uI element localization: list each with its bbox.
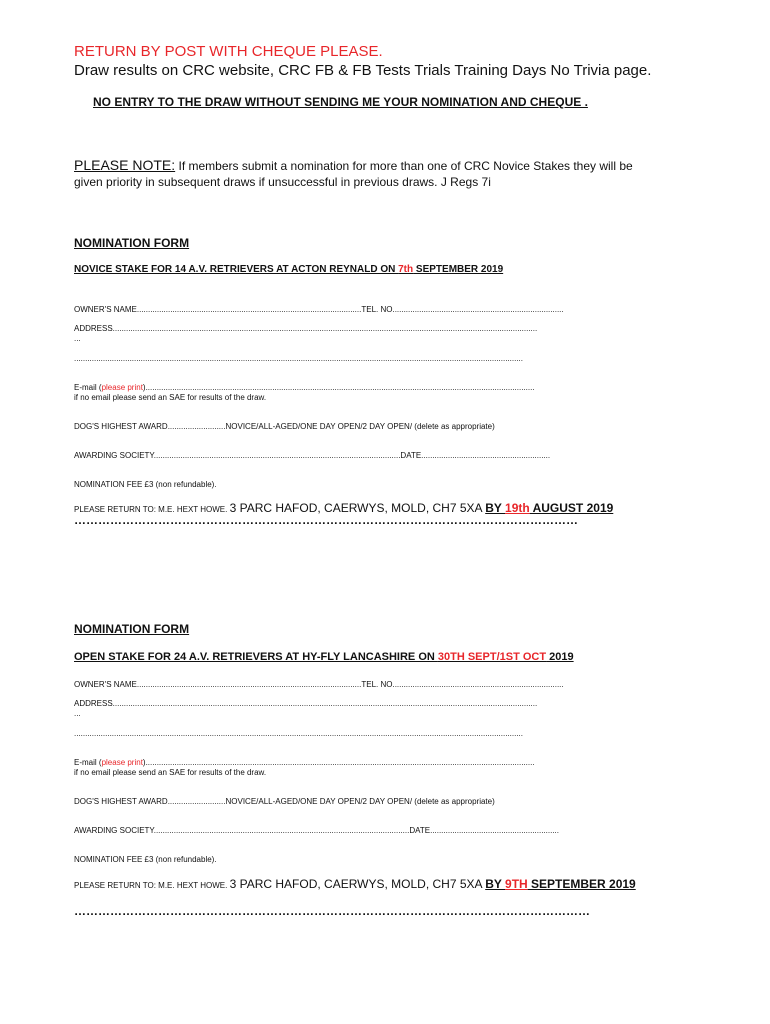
please-note-text-1: If members submit a nomination for more than one of CRC Novice Stakes they will be	[175, 159, 633, 173]
please-note-text-2: given priority in subsequent draws if unsuccessful in previous draws. J Regs 7i	[74, 175, 491, 189]
stake-title-prefix: OPEN STAKE FOR 24 A.V. RETRIEVERS AT HY-FLY LANCASHIRE ON	[74, 651, 438, 663]
deadline-date: 9TH	[505, 877, 528, 891]
return-to-label: PLEASE RETURN TO: M.E. HEXT HOWE.	[74, 881, 230, 890]
email-field[interactable]	[74, 758, 535, 767]
email-please-print: please print	[101, 383, 143, 392]
highest-award-field[interactable]: DOG'S HIGHEST AWARD..........................NOVICE/ALL-AGED/ONE DAY OPEN/2 DAY OPEN/ (delete as appropriate)	[74, 422, 495, 431]
nomination-fee: NOMINATION FEE £3 (non refundable).	[74, 480, 217, 489]
email-note: if no email please send an SAE for results of the draw.	[74, 393, 267, 402]
awarding-society-field[interactable]: AWARDING SOCIETY...............................................................................................................DATE..........................................................	[74, 451, 551, 460]
address-field[interactable]: ADDRESS...............................................................................................................................................................................................	[74, 324, 538, 333]
address-field-line2[interactable]: ..........................................................................................................................................................................................................	[74, 729, 523, 738]
deadline-suffix: SEPTEMBER 2019	[527, 877, 636, 891]
stake-date: 30TH SEPT/1ST OCT	[437, 651, 547, 663]
return-address: 3 PARC HAFOD, CAERWYS, MOLD, CH7 5XA	[229, 877, 486, 891]
email-please-print: please print	[101, 758, 143, 767]
deadline-date: 19th	[505, 501, 530, 515]
nomination-fee: NOMINATION FEE £3 (non refundable).	[74, 855, 217, 864]
deadline-suffix: AUGUST 2019	[529, 501, 614, 515]
address-field-line2[interactable]: ..........................................................................................................................................................................................................	[74, 354, 523, 363]
email-label: E-mail (	[74, 758, 102, 767]
highest-award-field[interactable]: DOG'S HIGHEST AWARD..........................NOVICE/ALL-AGED/ONE DAY OPEN/2 DAY OPEN/ (delete as appropriate)	[74, 797, 495, 806]
return-by-post-line: RETURN BY POST WITH CHEQUE PLEASE.	[74, 43, 383, 60]
stake-title	[74, 651, 574, 663]
email-dots: )...............................................................................................................................................................................	[142, 383, 535, 392]
deadline-prefix: BY	[485, 877, 506, 891]
stake-title	[74, 264, 503, 275]
stake-title-suffix: 2019	[546, 651, 574, 663]
owner-name-field[interactable]: OWNER'S NAME.....................................................................................................TEL. NO.............................................................................	[74, 680, 564, 689]
please-note-label: PLEASE NOTE:	[74, 157, 176, 173]
return-address: 3 PARC HAFOD, CAERWYS, MOLD, CH7 5XA	[229, 501, 486, 515]
email-dots: )...............................................................................................................................................................................	[142, 758, 535, 767]
draw-results-line: Draw results on CRC website, CRC FB & FB Tests Trials Training Days No Trivia page.	[74, 62, 652, 79]
dotted-separator: …………………………………………………………………………………………………………………	[74, 904, 590, 918]
dotted-separator: ………………………………………………………………………………………………………………	[74, 513, 578, 527]
form-heading: NOMINATION FORM	[74, 236, 190, 250]
owner-name-field[interactable]: OWNER'S NAME.....................................................................................................TEL. NO.............................................................................	[74, 305, 564, 314]
awarding-society-field[interactable]: AWARDING SOCIETY...................................................................................................................DATE..........................................................	[74, 826, 559, 835]
return-to-label: PLEASE RETURN TO: M.E. HEXT HOWE.	[74, 505, 230, 514]
email-field[interactable]	[74, 383, 535, 392]
stake-title-prefix: NOVICE STAKE FOR 14 A.V. RETRIEVERS AT ACTON REYNALD ON	[74, 264, 399, 275]
form-heading: NOMINATION FORM	[74, 622, 190, 636]
address-field-cont: ...	[74, 334, 81, 343]
please-note	[74, 157, 633, 173]
address-field-cont: ...	[74, 709, 81, 718]
no-entry-warning: NO ENTRY TO THE DRAW WITHOUT SENDING ME YOUR NOMINATION AND CHEQUE .	[93, 95, 588, 109]
return-address-line	[74, 875, 636, 893]
email-note: if no email please send an SAE for results of the draw.	[74, 768, 267, 777]
stake-title-suffix: SEPTEMBER 2019	[413, 264, 504, 275]
deadline-prefix: BY	[485, 501, 506, 515]
stake-date: 7th	[398, 264, 414, 275]
email-label: E-mail (	[74, 383, 102, 392]
address-field[interactable]: ADDRESS...............................................................................................................................................................................................	[74, 699, 538, 708]
